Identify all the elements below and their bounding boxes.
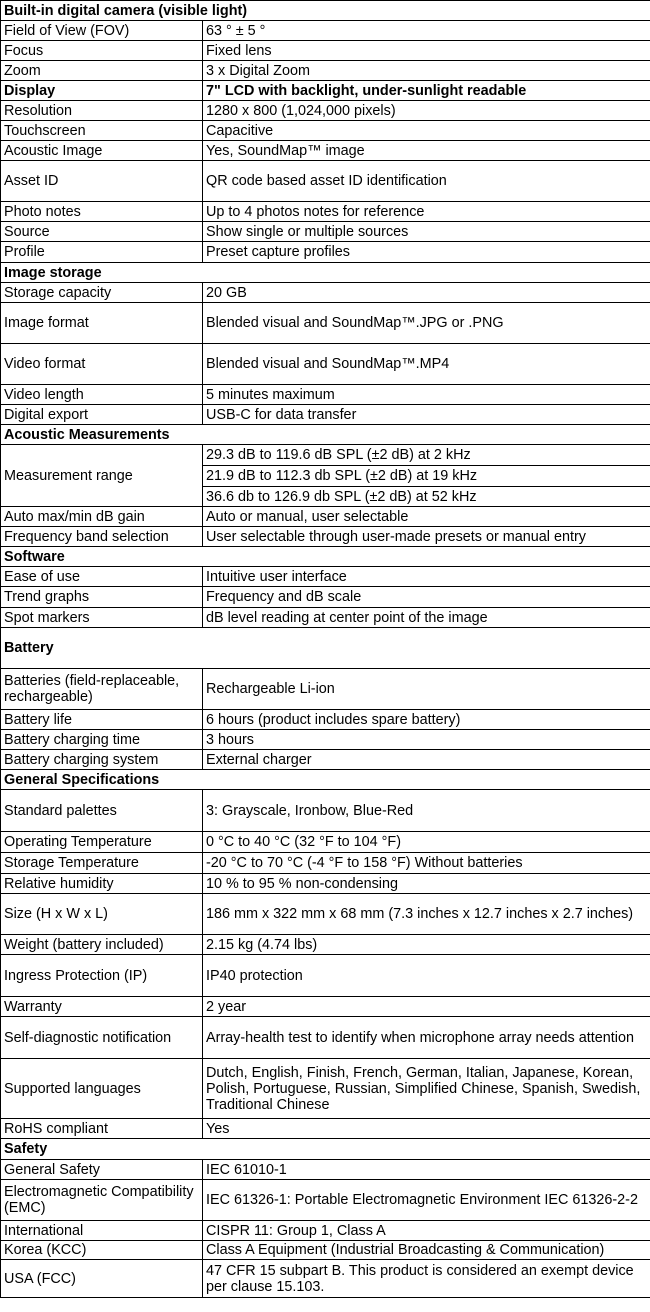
spec-row (1, 669, 650, 710)
spec-value: IEC 61010-1 (203, 1160, 650, 1180)
spec-label: Warranty (1, 997, 203, 1017)
spec-value: 3: Grayscale, Ironbow, Blue-Red (203, 790, 650, 832)
spec-row (1, 935, 650, 955)
spec-label: Storage Temperature (1, 853, 203, 874)
section-heading: Safety (1, 1139, 650, 1160)
spec-row (1, 1180, 650, 1221)
spec-row (1, 1059, 650, 1119)
spec-value: Fixed lens (203, 41, 650, 61)
spec-row (1, 141, 650, 161)
spec-value: 1280 x 800 (1,024,000 pixels) (203, 101, 650, 121)
spec-label: Touchscreen (1, 121, 203, 141)
section-row (1, 81, 650, 101)
spec-row (1, 385, 650, 405)
section-row (1, 1, 650, 21)
section-heading: Display (1, 81, 203, 101)
spec-label: Self-diagnostic notification (1, 1017, 203, 1059)
spec-row (1, 853, 650, 874)
spec-label: Standard palettes (1, 790, 203, 832)
spec-label: Battery life (1, 710, 203, 730)
spec-label: Storage capacity (1, 283, 203, 303)
spec-label: Source (1, 222, 203, 242)
spec-value: 20 GB (203, 283, 650, 303)
spec-row (1, 61, 650, 81)
spec-label: Battery charging system (1, 750, 203, 770)
spec-value: Yes (203, 1119, 650, 1139)
spec-row (1, 587, 650, 608)
spec-label: USA (FCC) (1, 1260, 203, 1298)
spec-row (1, 527, 650, 547)
section-row (1, 263, 650, 283)
spec-label: Video format (1, 344, 203, 385)
section-heading: Battery (1, 628, 650, 669)
spec-value: 3 hours (203, 730, 650, 750)
spec-value: User selectable through user-made presets or manual entry (203, 527, 650, 547)
spec-row (1, 608, 650, 628)
spec-value: External charger (203, 750, 650, 770)
spec-label: Supported languages (1, 1059, 203, 1119)
section-row (1, 425, 650, 445)
section-row (1, 547, 650, 567)
spec-value: Show single or multiple sources (203, 222, 650, 242)
spec-row (1, 283, 650, 303)
spec-label: RoHS compliant (1, 1119, 203, 1139)
spec-row (1, 101, 650, 121)
spec-value: 3 x Digital Zoom (203, 61, 650, 81)
spec-row (1, 710, 650, 730)
spec-label: Frequency band selection (1, 527, 203, 547)
spec-row (1, 202, 650, 222)
spec-value: Rechargeable Li-ion (203, 669, 650, 710)
spec-row (1, 790, 650, 832)
spec-row (1, 1260, 650, 1298)
spec-value: 186 mm x 322 mm x 68 mm (7.3 inches x 12.7 inches x 2.7 inches) (203, 894, 650, 935)
spec-label: Field of View (FOV) (1, 21, 203, 41)
spec-value: 29.3 dB to 119.6 dB SPL (±2 dB) at 2 kHz (203, 445, 650, 466)
spec-label: Digital export (1, 405, 203, 425)
spec-value: USB-C for data transfer (203, 405, 650, 425)
spec-value: Auto or manual, user selectable (203, 507, 650, 527)
spec-row (1, 222, 650, 242)
spec-row (1, 567, 650, 587)
spec-row (1, 21, 650, 41)
spec-row (1, 997, 650, 1017)
spec-label: Weight (battery included) (1, 935, 203, 955)
spec-value: Up to 4 photos notes for reference (203, 202, 650, 222)
spec-label: Relative humidity (1, 874, 203, 894)
spec-label: Image format (1, 303, 203, 344)
spec-value: Capacitive (203, 121, 650, 141)
spec-label: Resolution (1, 101, 203, 121)
spec-label: Profile (1, 242, 203, 263)
spec-value: Frequency and dB scale (203, 587, 650, 608)
spec-value: -20 °C to 70 °C (-4 °F to 158 °F) Without batteries (203, 853, 650, 874)
spec-value: 21.9 dB to 112.3 db SPL (±2 dB) at 19 kHz (203, 466, 650, 487)
spec-value: Array-health test to identify when microphone array needs attention (203, 1017, 650, 1059)
section-heading: General Specifications (1, 770, 650, 790)
spec-label: Zoom (1, 61, 203, 81)
spec-label: Size (H x W x L) (1, 894, 203, 935)
spec-value: 47 CFR 15 subpart B. This product is considered an exempt device per clause 15.103. (203, 1260, 650, 1298)
spec-label: Asset ID (1, 161, 203, 202)
spec-label: Korea (KCC) (1, 1241, 203, 1260)
spec-row (1, 832, 650, 853)
spec-row (1, 303, 650, 344)
section-value: 7" LCD with backlight, under-sunlight readable (203, 81, 650, 101)
spec-value: QR code based asset ID identification (203, 161, 650, 202)
spec-row (1, 405, 650, 425)
section-heading: Built-in digital camera (visible light) (1, 1, 650, 21)
spec-value: Class A Equipment (Industrial Broadcasting & Communication) (203, 1241, 650, 1260)
spec-value: 36.6 db to 126.9 db SPL (±2 dB) at 52 kHz (203, 487, 650, 507)
section-heading: Acoustic Measurements (1, 425, 650, 445)
spec-value: Intuitive user interface (203, 567, 650, 587)
spec-value: Blended visual and SoundMap™.MP4 (203, 344, 650, 385)
spec-label: Operating Temperature (1, 832, 203, 853)
spec-label: General Safety (1, 1160, 203, 1180)
section-row (1, 628, 650, 669)
spec-row (1, 894, 650, 935)
spec-value: CISPR 11: Group 1, Class A (203, 1221, 650, 1241)
spec-value: 2.15 kg (4.74 lbs) (203, 935, 650, 955)
spec-value: IP40 protection (203, 955, 650, 997)
spec-label: Ease of use (1, 567, 203, 587)
spec-label: Photo notes (1, 202, 203, 222)
spec-value: Dutch, English, Finish, French, German, Italian, Japanese, Korean, Polish, Portuguese, Russian, Simplified Chinese, Spanish, Swedish, Traditional Chinese (203, 1059, 650, 1119)
spec-label: International (1, 1221, 203, 1241)
spec-value: Blended visual and SoundMap™.JPG or .PNG (203, 303, 650, 344)
spec-row (1, 1160, 650, 1180)
spec-value: 10 % to 95 % non-condensing (203, 874, 650, 894)
spec-value: Yes, SoundMap™ image (203, 141, 650, 161)
spec-value: Preset capture profiles (203, 242, 650, 263)
spec-row (1, 1119, 650, 1139)
spec-label: Ingress Protection (IP) (1, 955, 203, 997)
spec-row (1, 242, 650, 263)
spec-row (1, 874, 650, 894)
spec-value: 6 hours (product includes spare battery) (203, 710, 650, 730)
spec-label: Measurement range (1, 445, 203, 507)
spec-row (1, 161, 650, 202)
spec-row (1, 750, 650, 770)
spec-row (1, 344, 650, 385)
spec-value: IEC 61326-1: Portable Electromagnetic Environment IEC 61326-2-2 (203, 1180, 650, 1221)
spec-row (1, 445, 650, 466)
spec-label: Video length (1, 385, 203, 405)
section-heading: Software (1, 547, 650, 567)
spec-row (1, 41, 650, 61)
spec-value: 2 year (203, 997, 650, 1017)
spec-row (1, 955, 650, 997)
section-row (1, 770, 650, 790)
spec-value: dB level reading at center point of the image (203, 608, 650, 628)
spec-row (1, 1241, 650, 1260)
spec-value: 5 minutes maximum (203, 385, 650, 405)
spec-label: Spot markers (1, 608, 203, 628)
spec-row (1, 1221, 650, 1241)
spec-label: Batteries (field-replaceable, rechargeable) (1, 669, 203, 710)
spec-label: Electromagnetic Compatibility (EMC) (1, 1180, 203, 1221)
spec-label: Acoustic Image (1, 141, 203, 161)
spec-row (1, 1017, 650, 1059)
spec-label: Trend graphs (1, 587, 203, 608)
spec-value: 63 ° ± 5 ° (203, 21, 650, 41)
spec-row (1, 507, 650, 527)
spec-row (1, 730, 650, 750)
spec-label: Focus (1, 41, 203, 61)
spec-row (1, 121, 650, 141)
section-row (1, 1139, 650, 1160)
spec-label: Auto max/min dB gain (1, 507, 203, 527)
spec-value: 0 °C to 40 °C (32 °F to 104 °F) (203, 832, 650, 853)
spec-label: Battery charging time (1, 730, 203, 750)
section-heading: Image storage (1, 263, 650, 283)
